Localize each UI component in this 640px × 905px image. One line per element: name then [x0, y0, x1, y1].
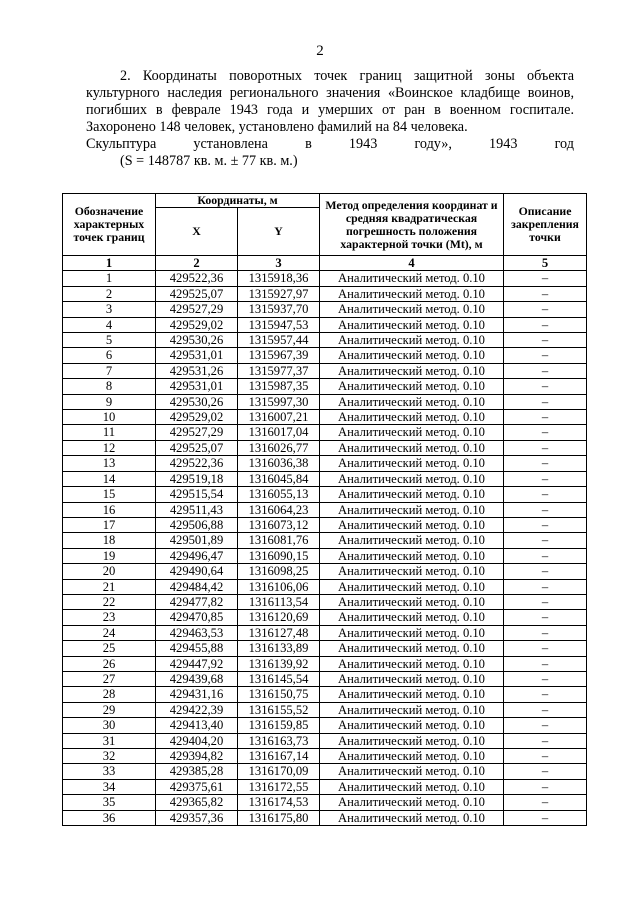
method-cell: Аналитический метод. 0.10 — [320, 687, 504, 702]
coord-x: 429522,36 — [156, 271, 238, 286]
table-row — [63, 671, 587, 686]
coord-y: 1316145,54 — [238, 671, 320, 686]
method-cell: Аналитический метод. 0.10 — [320, 317, 504, 332]
table-row — [63, 764, 587, 779]
point-number: 13 — [63, 456, 156, 471]
description-cell: – — [504, 795, 587, 810]
coord-y: 1316150,75 — [238, 687, 320, 702]
method-cell: Аналитический метод. 0.10 — [320, 610, 504, 625]
method-cell: Аналитический метод. 0.10 — [320, 533, 504, 548]
description-cell: – — [504, 702, 587, 717]
method-cell: Аналитический метод. 0.10 — [320, 271, 504, 286]
description-cell: – — [504, 394, 587, 409]
point-number: 32 — [63, 749, 156, 764]
coord-y: 1315918,36 — [238, 271, 320, 286]
header-method: Метод определения координат и средняя квадратическая погрешность положения характерной точки (Mt), м — [320, 194, 504, 256]
coord-y: 1316106,06 — [238, 579, 320, 594]
coord-x: 429506,88 — [156, 517, 238, 532]
point-number: 29 — [63, 702, 156, 717]
coord-x: 429530,26 — [156, 394, 238, 409]
description-cell: – — [504, 779, 587, 794]
point-number: 16 — [63, 502, 156, 517]
coord-x: 429496,47 — [156, 548, 238, 563]
intro-word: в — [305, 136, 312, 152]
description-cell: – — [504, 517, 587, 532]
method-cell: Аналитический метод. 0.10 — [320, 579, 504, 594]
coord-y: 1315977,37 — [238, 363, 320, 378]
coord-x: 429519,18 — [156, 471, 238, 486]
coord-y: 1315987,35 — [238, 379, 320, 394]
coord-x: 429357,36 — [156, 810, 238, 825]
table-row — [63, 379, 587, 394]
description-cell: – — [504, 363, 587, 378]
method-cell: Аналитический метод. 0.10 — [320, 286, 504, 301]
point-number: 10 — [63, 410, 156, 425]
method-cell: Аналитический метод. 0.10 — [320, 348, 504, 363]
coord-x: 429385,28 — [156, 764, 238, 779]
coord-x: 429484,42 — [156, 579, 238, 594]
description-cell: – — [504, 579, 587, 594]
description-cell: – — [504, 271, 587, 286]
coord-y: 1316090,15 — [238, 548, 320, 563]
point-number: 18 — [63, 533, 156, 548]
coord-y: 1316172,55 — [238, 779, 320, 794]
method-cell: Аналитический метод. 0.10 — [320, 302, 504, 317]
coord-y: 1316155,52 — [238, 702, 320, 717]
point-number: 26 — [63, 656, 156, 671]
coord-x: 429413,40 — [156, 718, 238, 733]
coord-y: 1316064,23 — [238, 502, 320, 517]
coord-y: 1316174,53 — [238, 795, 320, 810]
column-number: 3 — [238, 256, 320, 271]
table-row — [63, 564, 587, 579]
coord-y: 1315957,44 — [238, 333, 320, 348]
table-row — [63, 517, 587, 532]
point-number: 23 — [63, 610, 156, 625]
method-cell: Аналитический метод. 0.10 — [320, 795, 504, 810]
coord-x: 429439,68 — [156, 671, 238, 686]
coord-x: 429490,64 — [156, 564, 238, 579]
header-x: X — [156, 208, 238, 256]
method-cell: Аналитический метод. 0.10 — [320, 749, 504, 764]
coord-x: 429511,43 — [156, 502, 238, 517]
coord-x: 429447,92 — [156, 656, 238, 671]
description-cell: – — [504, 410, 587, 425]
table-row — [63, 579, 587, 594]
coord-x: 429431,16 — [156, 687, 238, 702]
point-number: 22 — [63, 594, 156, 609]
coord-y: 1315947,53 — [238, 317, 320, 332]
intro-paragraph — [86, 68, 574, 170]
coord-x: 429525,07 — [156, 440, 238, 455]
description-cell: – — [504, 625, 587, 640]
coord-x: 429529,02 — [156, 410, 238, 425]
point-number: 30 — [63, 718, 156, 733]
method-cell: Аналитический метод. 0.10 — [320, 733, 504, 748]
intro-word: год — [554, 136, 574, 152]
intro-word: 1943 — [348, 136, 378, 152]
method-cell: Аналитический метод. 0.10 — [320, 410, 504, 425]
table-row — [63, 394, 587, 409]
table-row — [63, 641, 587, 656]
coord-y: 1316113,54 — [238, 594, 320, 609]
table-row — [63, 749, 587, 764]
method-cell: Аналитический метод. 0.10 — [320, 487, 504, 502]
table-row — [63, 610, 587, 625]
description-cell: – — [504, 333, 587, 348]
description-cell: – — [504, 733, 587, 748]
column-number: 5 — [504, 256, 587, 271]
description-cell: – — [504, 302, 587, 317]
coord-x: 429394,82 — [156, 749, 238, 764]
coord-x: 429515,54 — [156, 487, 238, 502]
description-cell: – — [504, 548, 587, 563]
coord-y: 1316007,21 — [238, 410, 320, 425]
coord-x: 429522,36 — [156, 456, 238, 471]
description-cell: – — [504, 456, 587, 471]
coord-y: 1316175,80 — [238, 810, 320, 825]
description-cell: – — [504, 286, 587, 301]
point-number: 20 — [63, 564, 156, 579]
coord-y: 1315927,97 — [238, 286, 320, 301]
point-number: 28 — [63, 687, 156, 702]
coordinates-table — [62, 193, 587, 826]
table-row — [63, 810, 587, 825]
coord-y: 1316163,73 — [238, 733, 320, 748]
table-row — [63, 271, 587, 286]
coord-y: 1316133,89 — [238, 641, 320, 656]
point-number: 27 — [63, 671, 156, 686]
column-number: 2 — [156, 256, 238, 271]
point-number: 7 — [63, 363, 156, 378]
coord-y: 1316036,38 — [238, 456, 320, 471]
method-cell: Аналитический метод. 0.10 — [320, 517, 504, 532]
intro-word: Скульптура — [86, 136, 157, 152]
coord-y: 1316017,04 — [238, 425, 320, 440]
coord-x: 429365,82 — [156, 795, 238, 810]
point-number: 35 — [63, 795, 156, 810]
coord-y: 1316120,69 — [238, 610, 320, 625]
method-cell: Аналитический метод. 0.10 — [320, 333, 504, 348]
method-cell: Аналитический метод. 0.10 — [320, 564, 504, 579]
coord-y: 1315967,39 — [238, 348, 320, 363]
intro-word: 1943 — [489, 136, 518, 152]
coord-y: 1316055,13 — [238, 487, 320, 502]
method-cell: Аналитический метод. 0.10 — [320, 440, 504, 455]
point-number: 4 — [63, 317, 156, 332]
coord-x: 429404,20 — [156, 733, 238, 748]
description-cell: – — [504, 718, 587, 733]
table-row — [63, 687, 587, 702]
table-row — [63, 733, 587, 748]
table-row — [63, 348, 587, 363]
method-cell: Аналитический метод. 0.10 — [320, 471, 504, 486]
coord-x: 429422,39 — [156, 702, 238, 717]
method-cell: Аналитический метод. 0.10 — [320, 671, 504, 686]
method-cell: Аналитический метод. 0.10 — [320, 363, 504, 378]
column-number: 4 — [320, 256, 504, 271]
table-row — [63, 718, 587, 733]
point-number: 14 — [63, 471, 156, 486]
coord-x: 429455,88 — [156, 641, 238, 656]
table-row — [63, 302, 587, 317]
point-number: 36 — [63, 810, 156, 825]
method-cell: Аналитический метод. 0.10 — [320, 379, 504, 394]
coord-y: 1316098,25 — [238, 564, 320, 579]
method-cell: Аналитический метод. 0.10 — [320, 548, 504, 563]
coord-x: 429501,89 — [156, 533, 238, 548]
intro-word: установлена — [193, 136, 268, 152]
table-row — [63, 333, 587, 348]
point-number: 8 — [63, 379, 156, 394]
coord-x: 429375,61 — [156, 779, 238, 794]
area-text: (S = 148787 кв. м. ± 77 кв. м.) — [120, 153, 298, 169]
column-number-row — [63, 256, 587, 271]
table-row — [63, 410, 587, 425]
point-number: 12 — [63, 440, 156, 455]
method-cell: Аналитический метод. 0.10 — [320, 625, 504, 640]
method-cell: Аналитический метод. 0.10 — [320, 425, 504, 440]
description-cell: – — [504, 671, 587, 686]
coord-x: 429531,26 — [156, 363, 238, 378]
description-cell: – — [504, 610, 587, 625]
method-cell: Аналитический метод. 0.10 — [320, 702, 504, 717]
description-cell: – — [504, 749, 587, 764]
table-row — [63, 533, 587, 548]
method-cell: Аналитический метод. 0.10 — [320, 641, 504, 656]
header-y: Y — [238, 208, 320, 256]
coord-y: 1316026,77 — [238, 440, 320, 455]
coord-y: 1316045,84 — [238, 471, 320, 486]
table-row — [63, 548, 587, 563]
coord-y: 1316127,48 — [238, 625, 320, 640]
coord-x: 429530,26 — [156, 333, 238, 348]
table-row — [63, 702, 587, 717]
table-row — [63, 625, 587, 640]
table-row — [63, 286, 587, 301]
point-number: 24 — [63, 625, 156, 640]
coord-x: 429529,02 — [156, 317, 238, 332]
coord-y: 1316170,09 — [238, 764, 320, 779]
coord-x: 429531,01 — [156, 348, 238, 363]
point-number: 31 — [63, 733, 156, 748]
description-cell: – — [504, 594, 587, 609]
table-row — [63, 456, 587, 471]
description-cell: – — [504, 764, 587, 779]
header-designation: Обозначение характерных точек границ — [63, 194, 156, 256]
point-number: 34 — [63, 779, 156, 794]
coord-y: 1316073,12 — [238, 517, 320, 532]
point-number: 25 — [63, 641, 156, 656]
point-number: 1 — [63, 271, 156, 286]
description-cell: – — [504, 564, 587, 579]
intro-text: 2. Координаты поворотных точек границ защитной зоны объекта культурного наследия регионального значения «Воинское кладбище воинов, погибших в феврале 1943 года и умерших от ран в военном госпитале. Захоронено 148 человек, установлено фамилий на 84 человека. — [86, 68, 574, 135]
method-cell: Аналитический метод. 0.10 — [320, 810, 504, 825]
coord-y: 1316081,76 — [238, 533, 320, 548]
point-number: 2 — [63, 286, 156, 301]
description-cell: – — [504, 317, 587, 332]
description-cell: – — [504, 533, 587, 548]
description-cell: – — [504, 425, 587, 440]
point-number: 3 — [63, 302, 156, 317]
point-number: 11 — [63, 425, 156, 440]
method-cell: Аналитический метод. 0.10 — [320, 718, 504, 733]
table-row — [63, 425, 587, 440]
coord-y: 1316167,14 — [238, 749, 320, 764]
coord-y: 1316159,85 — [238, 718, 320, 733]
header-coordinates: Координаты, м — [156, 194, 320, 208]
description-cell: – — [504, 487, 587, 502]
description-cell: – — [504, 440, 587, 455]
column-number: 1 — [63, 256, 156, 271]
method-cell: Аналитический метод. 0.10 — [320, 456, 504, 471]
coord-x: 429477,82 — [156, 594, 238, 609]
table-row — [63, 779, 587, 794]
coord-x: 429470,85 — [156, 610, 238, 625]
description-cell: – — [504, 810, 587, 825]
table-row — [63, 317, 587, 332]
table-row — [63, 594, 587, 609]
point-number: 19 — [63, 548, 156, 563]
description-cell: – — [504, 687, 587, 702]
intro-word: году», — [414, 136, 452, 152]
method-cell: Аналитический метод. 0.10 — [320, 502, 504, 517]
point-number: 17 — [63, 517, 156, 532]
coord-y: 1316139,92 — [238, 656, 320, 671]
table-row — [63, 440, 587, 455]
coord-y: 1315997,30 — [238, 394, 320, 409]
header-description: Описание закрепления точки — [504, 194, 587, 256]
method-cell: Аналитический метод. 0.10 — [320, 394, 504, 409]
description-cell: – — [504, 471, 587, 486]
method-cell: Аналитический метод. 0.10 — [320, 764, 504, 779]
table-row — [63, 363, 587, 378]
table-body — [63, 271, 587, 826]
description-cell: – — [504, 641, 587, 656]
page-number: 2 — [316, 43, 324, 59]
coord-x: 429525,07 — [156, 286, 238, 301]
method-cell: Аналитический метод. 0.10 — [320, 656, 504, 671]
coord-x: 429531,01 — [156, 379, 238, 394]
method-cell: Аналитический метод. 0.10 — [320, 594, 504, 609]
coord-y: 1315937,70 — [238, 302, 320, 317]
intro-justified-line — [86, 136, 574, 153]
table-row — [63, 502, 587, 517]
coord-x: 429527,29 — [156, 302, 238, 317]
point-number: 9 — [63, 394, 156, 409]
description-cell: – — [504, 502, 587, 517]
table-row — [63, 471, 587, 486]
point-number: 33 — [63, 764, 156, 779]
description-cell: – — [504, 379, 587, 394]
point-number: 21 — [63, 579, 156, 594]
coord-x: 429527,29 — [156, 425, 238, 440]
table-row — [63, 795, 587, 810]
description-cell: – — [504, 656, 587, 671]
table-row — [63, 487, 587, 502]
point-number: 15 — [63, 487, 156, 502]
point-number: 5 — [63, 333, 156, 348]
method-cell: Аналитический метод. 0.10 — [320, 779, 504, 794]
table-row — [63, 656, 587, 671]
point-number: 6 — [63, 348, 156, 363]
coord-x: 429463,53 — [156, 625, 238, 640]
description-cell: – — [504, 348, 587, 363]
